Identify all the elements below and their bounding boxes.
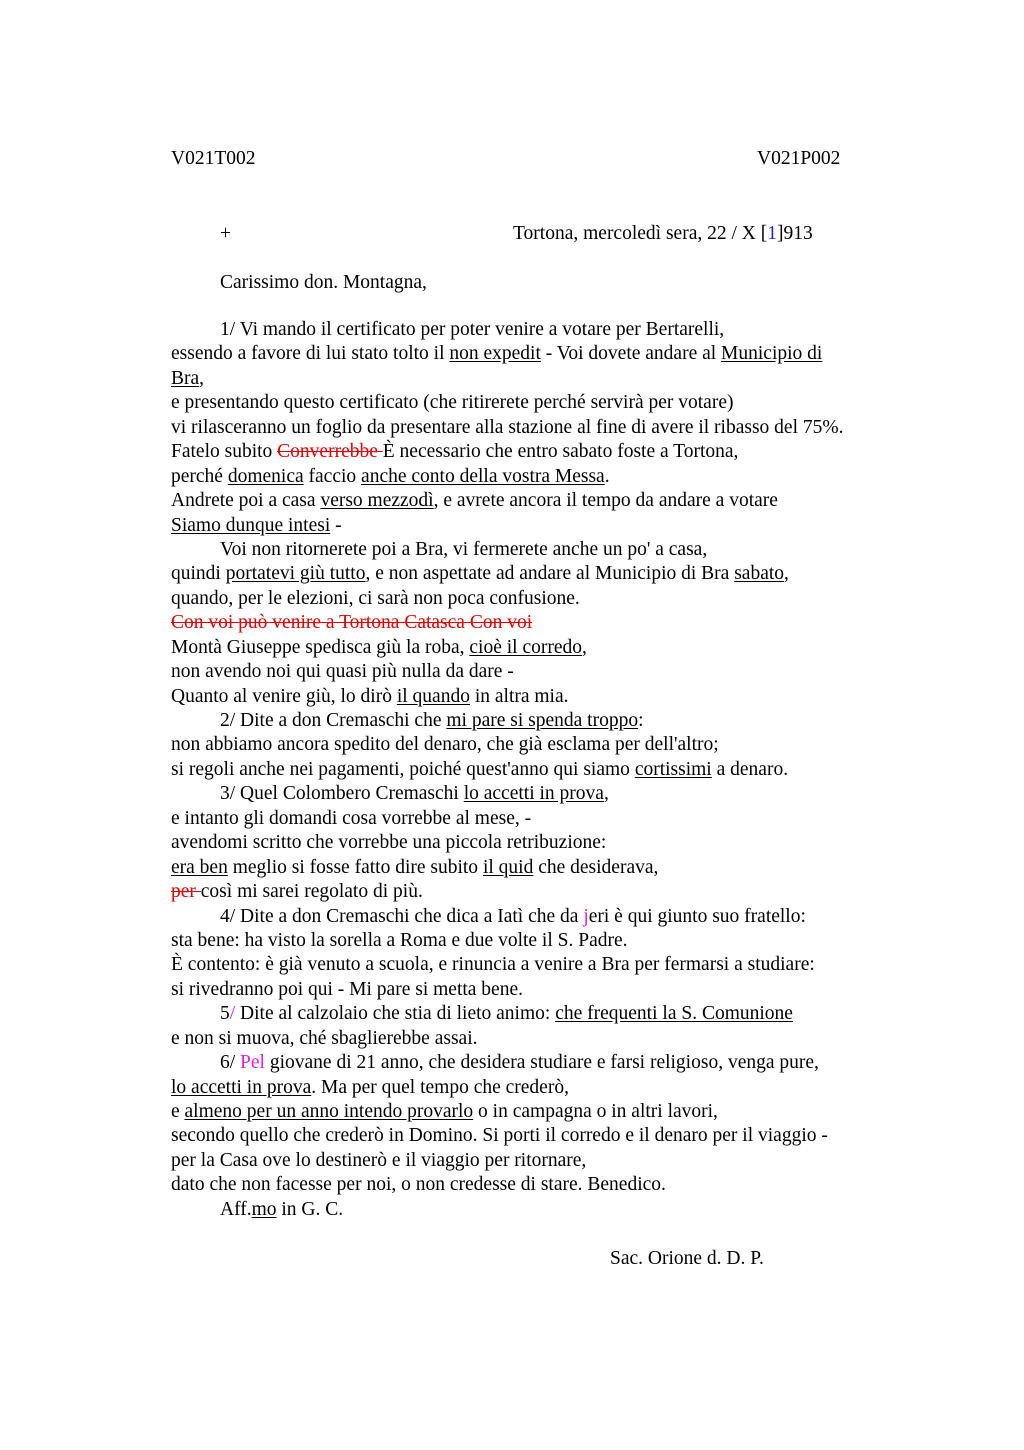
text-run: così mi sarei regolato di più. [200, 881, 423, 903]
text-line [171, 416, 891, 440]
underlined-text: il quid [482, 856, 534, 878]
text-line [171, 660, 891, 684]
underlined-text: portatevi giù tutto [225, 563, 366, 585]
text-run: sta bene: ha visto la sorella a Roma e due volte il S. Padre. [171, 929, 628, 951]
text-run: 1/ Vi mando il certificato per poter venire a votare per Bertarelli, [220, 319, 725, 340]
underlined-text: mo [251, 1198, 277, 1220]
underlined-text: cortissimi [634, 758, 712, 780]
dateline-text: Tortona, mercoledì sera, 22 / X [ [513, 223, 768, 244]
corrected-word: Pel [240, 1052, 265, 1074]
text-run: in G. C. [276, 1198, 344, 1220]
text-line [171, 782, 891, 806]
text-run: Quanto al venire giù, lo dirò [171, 685, 397, 707]
text-line [171, 1198, 891, 1222]
text-line [171, 807, 891, 831]
underlined-text: lo accetti in prova [463, 783, 604, 805]
underlined-text: Municipio di [721, 343, 823, 365]
text-line [171, 953, 891, 977]
text-run: avendomi scritto che vorrebbe una piccola retribuzione: [171, 832, 607, 854]
text-line [171, 1027, 891, 1051]
text-line [171, 1149, 891, 1173]
deleted-text: Con voi può venire a Tortona Catasca Con voi [171, 612, 533, 634]
text-run: vi rilasceranno un foglio da presentare alla stazione al fine di avere il ribasso del 75%. [171, 416, 844, 438]
letter-body [171, 318, 891, 1222]
underlined-text: almeno per un anno [184, 1101, 339, 1122]
underlined-text: non expedit [449, 343, 541, 365]
text-run: Voi non ritornerete poi a Bra, vi fermerete anche un po' a casa, [220, 538, 708, 560]
text-line [171, 440, 891, 464]
underlined-text: mi pare si spenda troppo [446, 710, 639, 731]
dateline [513, 222, 813, 246]
underlined-text: che frequenti la S. Comunione [555, 1003, 793, 1025]
text-run: , [784, 563, 789, 585]
text-line [171, 367, 891, 391]
text-run: Fatelo subito [171, 441, 278, 463]
signature: Sac. Orione d. D. P. [610, 1248, 764, 1269]
text-run: si rivedranno poi qui - Mi pare si metta bene. [171, 978, 523, 1000]
text-run: 5 [220, 1003, 230, 1025]
text-line [171, 636, 891, 660]
underlined-text: domenica [227, 465, 304, 487]
underlined-text: era ben [171, 856, 228, 878]
text-line [171, 905, 891, 929]
text-line [171, 685, 891, 709]
text-line [171, 611, 891, 635]
text-run: e intanto gli domandi cosa vorrebbe al mese, - [171, 807, 532, 829]
text-run: non abbiamo ancora spedito del denaro, che già esclama per dell'altro; [171, 734, 719, 756]
text-run: essendo a favore di lui stato tolto il [171, 343, 450, 365]
text-line [171, 929, 891, 953]
text-run: che desiderava, [533, 856, 659, 878]
underlined-text: verso mezzodì [320, 490, 434, 512]
text-line [171, 856, 891, 880]
text-run: dato che non facesse per noi, o non credesse di stare. Benedico. [171, 1174, 666, 1196]
underlined-text: il quando [396, 685, 470, 707]
text-line [171, 562, 891, 586]
text-run: quindi [171, 563, 226, 585]
text-run: in altra mia. [469, 685, 569, 707]
text-run: e [171, 1101, 185, 1122]
text-run: si regoli anche nei pagamenti, poiché quest'anno qui siamo [171, 758, 635, 780]
dateline-mark: 1 [767, 223, 777, 244]
salutation: Carissimo don. Montagna, [220, 272, 427, 293]
text-line [171, 831, 891, 855]
text-run: : [638, 710, 644, 731]
underlined-text: intendo provarlo [343, 1101, 474, 1122]
dateline-year: ]913 [776, 223, 813, 244]
text-run: o in campagna o in altri lavori, [473, 1101, 718, 1122]
text-line [171, 587, 891, 611]
corrected-mark: / [229, 1003, 236, 1025]
corrected-letter: j [583, 905, 589, 927]
text-run: Montà Giuseppe spedisca giù la roba, [171, 636, 470, 658]
text-line [171, 514, 891, 538]
text-run: secondo quello che crederò in Domino. Si porti il corredo e il denaro per il viaggio - [171, 1125, 828, 1147]
text-line [171, 880, 891, 904]
text-line [171, 342, 891, 366]
text-run: , [199, 367, 205, 389]
underlined-text: cioè il corredo [469, 636, 583, 658]
text-run: . [604, 465, 610, 487]
text-run: per la Casa ove lo destinerò e il viaggio per ritornare, [171, 1149, 587, 1171]
text-run: 2/ Dite a don Cremaschi che [220, 710, 447, 731]
text-run: non avendo noi qui quasi più nulla da dare - [171, 661, 514, 683]
text-run: Dite al calzolaio che stia di lieto animo: [235, 1003, 556, 1025]
text-run: 3/ Quel Colombero Cremaschi [220, 783, 464, 805]
text-run: 4/ Dite a don Cremaschi che dica a Iatì che da [220, 905, 584, 927]
underlined-text: Siamo dunque intesi [171, 514, 331, 536]
text-run: 6/ [220, 1052, 241, 1074]
text-run: Andrete poi a casa [171, 490, 321, 512]
text-run: - Voi dovete andare al [540, 343, 722, 365]
deleted-text: Converrebbe [277, 441, 383, 463]
text-line [171, 709, 891, 733]
text-run: È necessario che entro sabato foste a Tortona, [382, 441, 739, 463]
underlined-text: lo accetti in prova [171, 1076, 312, 1098]
text-line [171, 1002, 891, 1026]
text-run: giovane di 21 anno, che desidera studiare e farsi religioso, venga pure, [264, 1052, 819, 1074]
text-line [171, 538, 891, 562]
text-line [171, 978, 891, 1002]
text-run: quando, per le elezioni, ci sarà non poca confusione. [171, 587, 580, 609]
text-run: perché [171, 465, 228, 487]
text-line [171, 1173, 891, 1197]
text-run: faccio [303, 465, 362, 487]
text-line [171, 758, 891, 782]
underlined-text: Bra [171, 367, 200, 389]
text-run: meglio si fosse fatto dire subito [227, 856, 483, 878]
text-line [171, 318, 891, 342]
text-run: , [603, 783, 609, 805]
text-run: eri è qui giunto suo fratello: [588, 905, 806, 927]
text-line [171, 1076, 891, 1100]
document-code-right: V021P002 [757, 148, 841, 169]
text-run: È contento: è già venuto a scuola, e rinuncia a venire a Bra per fermarsi a studiare: [171, 954, 815, 976]
text-run: , [582, 636, 587, 658]
text-run: a denaro. [711, 758, 789, 780]
text-line [171, 1124, 891, 1148]
text-line [171, 1100, 891, 1124]
text-line [171, 465, 891, 489]
cross-mark: + [220, 223, 231, 244]
deleted-text: per [171, 881, 201, 903]
text-line [171, 733, 891, 757]
text-line [171, 1051, 891, 1075]
text-run: - [330, 514, 342, 536]
text-line [171, 489, 891, 513]
text-run: Aff. [220, 1198, 252, 1220]
text-line [171, 391, 891, 415]
underlined-text: anche conto della vostra Messa [361, 465, 605, 487]
text-run: . Ma per quel tempo che crederò, [311, 1076, 569, 1098]
text-run: , e avrete ancora il tempo da andare a votare [433, 490, 778, 512]
text-run: e non si muova, ché sbaglierebbe assai. [171, 1027, 478, 1049]
underlined-text: sabato [734, 563, 785, 585]
text-run: , e non aspettate ad andare al Municipio di Bra [365, 563, 735, 585]
text-run: e presentando questo certificato (che ritirerete perché servirà per votare) [171, 392, 734, 414]
document-code-left: V021T002 [171, 148, 256, 169]
